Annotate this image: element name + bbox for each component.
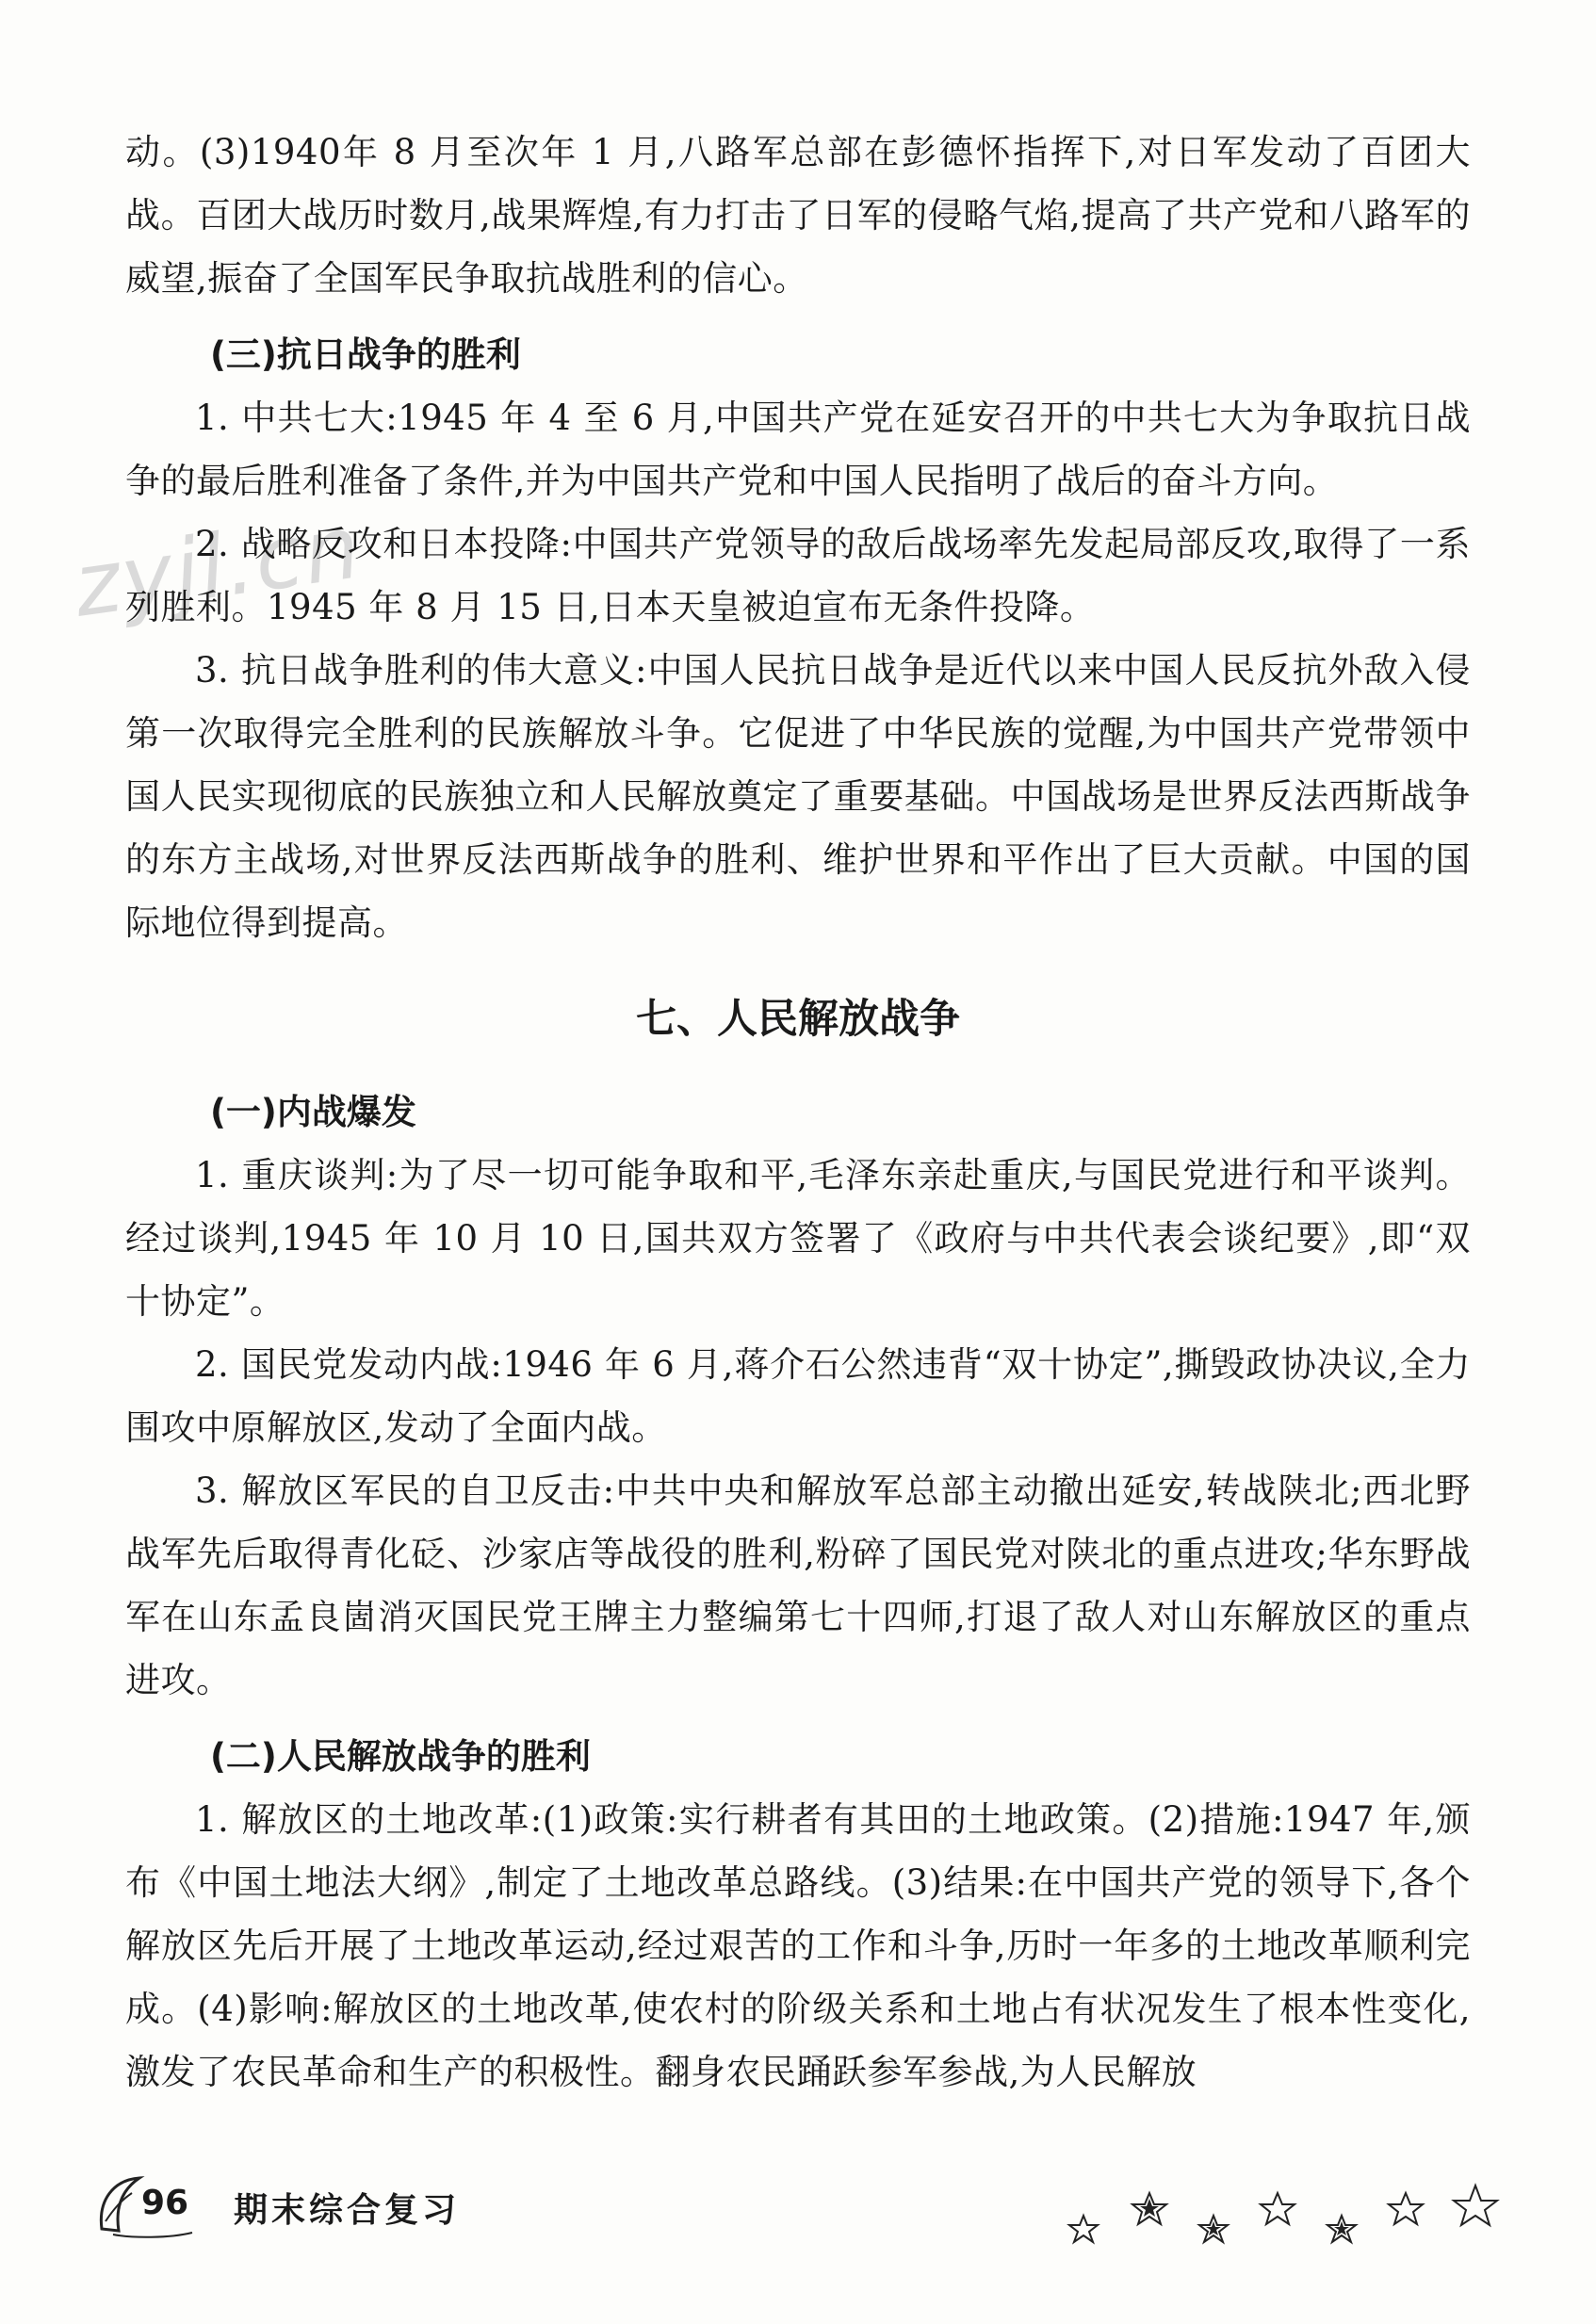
section-heading-victory: (三)抗日战争的胜利	[210, 334, 521, 375]
paragraph: 2. 国民党发动内战:1946 年 6 月,蒋介石公然违背“双十协定”,撕毁政协决议,全力围攻中原解放区,发动了全面内战。	[125, 1344, 1471, 1448]
watermark: zyjl.cn	[68, 496, 367, 637]
top-paragraph: 动。(3)1940年 8 月至次年 1 月,八路军总部在彭德怀指挥下,对日军发动了百团大战。百团大战历时数月,战果辉煌,有力打击了日军的侵略气焰,提高了共产党和八路军的威望,振奋了全国军民争取抗战胜利的信心。	[125, 132, 1471, 299]
paragraph: 3. 抗日战争胜利的伟大意义:中国人民抗日战争是近代以来中国人民反抗外敌入侵第一次取得完全胜利的民族解放斗争。它促进了中华民族的觉醒,为中国共产党带领中国人民实现彻底的民族独立和人民解放奠定了重要基础。中国战场是世界反法西斯战争的东方主战场,对世界反法西斯战争的胜利、维护世界和平作出了巨大贡献。中国的国际地位得到提高。	[125, 650, 1471, 943]
paragraph: 3. 解放区军民的自卫反击:中共中央和解放军总部主动撤出延安,转战陕北;西北野战军先后取得青化砭、沙家店等战役的胜利,粉碎了国民党对陕北的重点进攻;华东野战军在山东孟良崮消灭国民党王牌主力整编第七十四师,打退了敌人对山东解放区的重点进攻。	[125, 1471, 1471, 1700]
page-number: 96	[141, 2184, 189, 2222]
paragraph: 1. 重庆谈判:为了尽一切可能争取和平,毛泽东亲赴重庆,与国民党进行和平谈判。经过谈判,1945 年 10 月 10 日,国共双方签署了《政府与中共代表会谈纪要》,即“双十协定”。	[125, 1155, 1471, 1322]
page-footer	[94, 2167, 1507, 2261]
star-decoration-icon	[1055, 2167, 1507, 2251]
section-heading-civil-war: (一)内战爆发	[210, 1092, 416, 1132]
paragraph: 1. 中共七大:1945 年 4 至 6 月,中国共产党在延安召开的中共七大为争取抗日战争的最后胜利准备了条件,并为中国共产党和中国人民指明了战后的奋斗方向。	[125, 398, 1471, 501]
chapter-title: 七、人民解放战争	[636, 996, 960, 1043]
content	[125, 121, 1471, 2104]
footer-title: 期末综合复习	[234, 2191, 461, 2230]
section-heading-liberation-victory: (二)人民解放战争的胜利	[210, 1736, 591, 1777]
paragraph: 2. 战略反攻和日本投降:中国共产党领导的敌后战场率先发起局部反攻,取得了一系列胜利。1945 年 8 月 15 日,日本天皇被迫宣布无条件投降。	[125, 524, 1471, 627]
paragraph: 1. 解放区的土地改革:(1)政策:实行耕者有其田的土地政策。(2)措施:1947 年,颁布《中国土地法大纲》,制定了土地改革总路线。(3)结果:在中国共产党的领导下,各个解放区先后开展了土地改革运动,经过艰苦的工作和斗争,历时一年多的土地改革顺利完成。(4)影响:解放区的土地改革,使农村的阶级关系和土地占有状况发生了根本性变化,激发了农民革命和生产的积极性。翻身农民踊跃参军参战,为人民解放	[125, 1799, 1471, 2092]
